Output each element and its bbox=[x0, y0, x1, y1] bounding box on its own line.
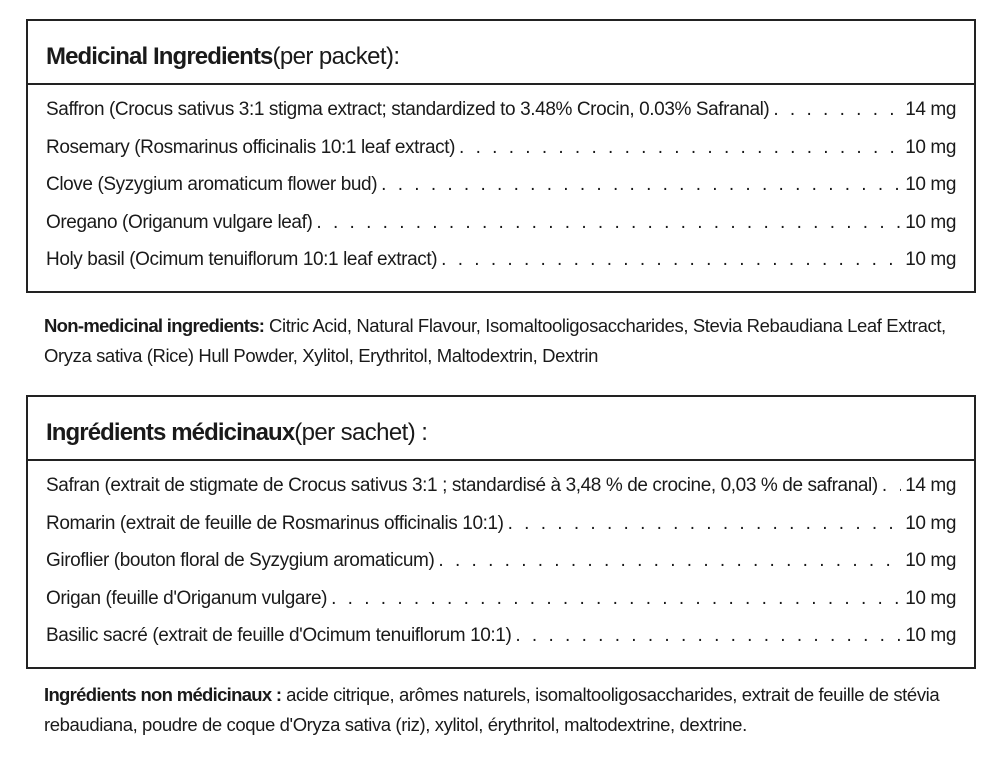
ingredient-name: Clove (Syzygium aromaticum flower bud) bbox=[46, 174, 378, 195]
medicinal-ingredients-header-en bbox=[28, 21, 974, 85]
ingredient-row bbox=[46, 249, 956, 287]
ingredient-list-en bbox=[28, 85, 974, 287]
ingredient-amount: 10 mg bbox=[905, 625, 956, 646]
ingredient-row bbox=[46, 137, 956, 175]
ingredient-name: Giroflier (bouton floral de Syzygium aromaticum) bbox=[46, 550, 435, 571]
ingredient-name: Saffron (Crocus sativus 3:1 stigma extract; standardized to 3.48% Crocin, 0.03% Safranal) bbox=[46, 99, 770, 120]
ingredient-amount: 10 mg bbox=[905, 249, 956, 270]
nonmedicinal-label-fr: Ingrédients non médicinaux : bbox=[44, 684, 282, 705]
ingredient-row bbox=[46, 513, 956, 551]
ingredient-amount: 10 mg bbox=[905, 174, 956, 195]
dot-leader bbox=[381, 174, 901, 196]
nonmedicinal-label-en: Non-medicinal ingredients: bbox=[44, 315, 265, 336]
medicinal-ingredients-header-fr bbox=[28, 397, 974, 461]
ingredient-name: Safran (extrait de stigmate de Crocus sativus 3:1 ; standardisé à 3,48 % de crocine, 0,03 % de safranal) bbox=[46, 475, 878, 496]
ingredient-name: Rosemary (Rosmarinus officinalis 10:1 leaf extract) bbox=[46, 136, 456, 158]
dot-leader bbox=[331, 588, 901, 610]
dot-leader bbox=[441, 249, 901, 271]
ingredient-name: Origan (feuille d'Origanum vulgare) bbox=[46, 587, 328, 609]
medicinal-ingredients-suffix-fr: (per sachet) : bbox=[294, 419, 428, 446]
nonmedicinal-ingredients-en bbox=[44, 311, 974, 371]
nonmedicinal-ingredients-fr bbox=[44, 680, 974, 740]
ingredient-row bbox=[46, 174, 956, 212]
ingredient-amount: 10 mg bbox=[905, 136, 956, 158]
ingredient-row bbox=[46, 625, 956, 663]
ingredient-name: Romarin (extrait de feuille de Rosmarinus officinalis 10:1) bbox=[46, 512, 504, 534]
medicinal-ingredients-panel-fr bbox=[26, 395, 976, 669]
dot-leader bbox=[882, 475, 901, 497]
dot-leader bbox=[438, 550, 901, 572]
ingredient-list-fr bbox=[28, 461, 974, 663]
dot-leader bbox=[773, 99, 901, 121]
nonmedicinal-text-fr: acide citrique, arômes naturels, isomaltooligosaccharides, extrait de feuille de stévia rebaudiana, poudre de coque d'Oryza sativa (riz), xylitol, érythritol, maltodextrine, dextrine. bbox=[44, 684, 940, 735]
ingredient-row bbox=[46, 212, 956, 250]
medicinal-ingredients-panel-en bbox=[26, 19, 976, 293]
ingredient-amount: 10 mg bbox=[905, 512, 956, 534]
medicinal-ingredients-title-fr: Ingrédients médicinaux bbox=[46, 419, 295, 446]
ingredient-amount: 14 mg bbox=[905, 475, 956, 496]
ingredient-row bbox=[46, 475, 956, 513]
ingredient-amount: 10 mg bbox=[905, 550, 956, 571]
nonmedicinal-text-en: Citric Acid, Natural Flavour, Isomaltooligosaccharides, Stevia Rebaudiana Leaf Extract, Oryza sativa (Rice) Hull Powder, Xylitol, Erythritol, Maltodextrin, Dextrin bbox=[44, 315, 946, 366]
ingredient-name: Basilic sacré (extrait de feuille d'Ocimum tenuiflorum 10:1) bbox=[46, 625, 512, 646]
ingredient-row bbox=[46, 550, 956, 588]
ingredient-name: Holy basil (Ocimum tenuiflorum 10:1 leaf extract) bbox=[46, 249, 438, 270]
ingredient-row bbox=[46, 588, 956, 626]
medicinal-ingredients-title-en: Medicinal Ingredients bbox=[46, 43, 273, 70]
dot-leader bbox=[515, 625, 901, 647]
dot-leader bbox=[316, 212, 901, 234]
ingredient-amount: 10 mg bbox=[905, 587, 956, 609]
dot-leader bbox=[459, 137, 901, 159]
ingredient-amount: 14 mg bbox=[905, 99, 956, 120]
ingredient-amount: 10 mg bbox=[905, 211, 956, 233]
medicinal-ingredients-suffix-en: (per packet): bbox=[272, 43, 400, 70]
ingredient-name: Oregano (Origanum vulgare leaf) bbox=[46, 211, 313, 233]
ingredient-row bbox=[46, 99, 956, 137]
dot-leader bbox=[508, 513, 902, 535]
